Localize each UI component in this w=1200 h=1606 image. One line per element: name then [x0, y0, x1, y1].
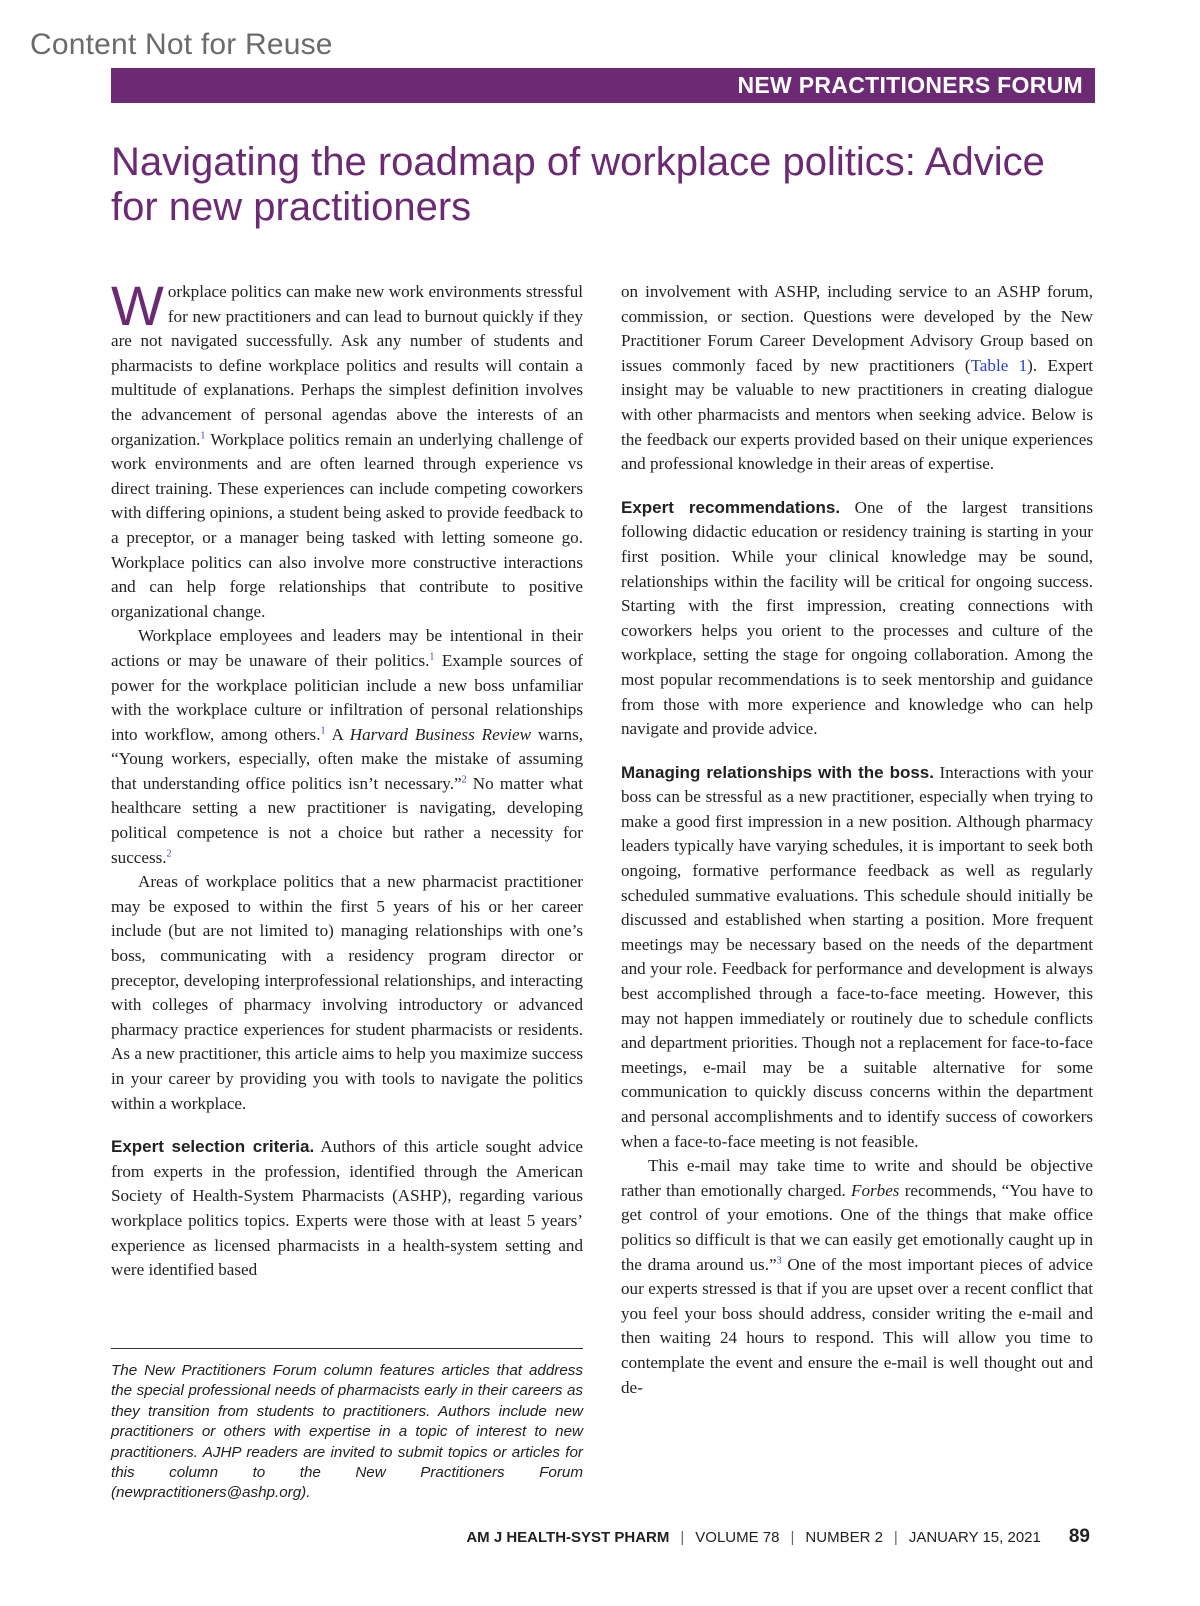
section-text: One of the largest transitions following didactic education or residency training is starting in your first position. While your clinical knowledge may be sound, relationships within the facility will be critical for ongoing success. Starting with the first impression, creating connections with coworkers helps you orient to the processes and culture of the workplace, setting the stage for ongoing collaboration. Among the most popular recommendations is to seek mentorship and guidance from those with more experience and knowledge who can help navigate and provide advice.	[621, 497, 1093, 739]
table-1-link[interactable]: Table 1	[970, 355, 1028, 375]
footer-separator: |	[893, 1529, 898, 1546]
section-heading: Expert selection criteria.	[111, 1137, 315, 1157]
journal-name: AM J HEALTH-SYST PHARM	[466, 1529, 670, 1546]
footer-separator: |	[790, 1529, 795, 1546]
text: Example sources of power for the workplace politician include a new boss unfamiliar with the workplace culture or infiltration of personal relationships into workflow, among others.	[111, 650, 583, 744]
publication-name: Harvard Business Review	[349, 724, 531, 744]
drop-cap: W	[111, 274, 164, 337]
issue-date: JANUARY 15, 2021	[908, 1529, 1041, 1546]
section-heading: Expert recommendations.	[621, 497, 841, 517]
paragraph-3: Areas of workplace politics that a new pharmacist practitioner may be exposed to within the first 5 years of his or her career include (but are not limited to) managing relationships with one’s boss, communicating with a residency program director or preceptor, developing interprofessional relationships, and interacting with colleges of pharmacy involving introductory or advanced pharmacy practice experiences for student pharmacists or residents. As a new practitioner, this article aims to help you maximize success in your career by providing you with tools to navigate the politics within a workplace.	[111, 872, 583, 1113]
issue-number: NUMBER 2	[805, 1529, 883, 1546]
footer-separator: |	[680, 1529, 685, 1546]
paragraph-continued	[621, 280, 1093, 477]
volume: VOLUME 78	[695, 1529, 780, 1546]
text: One of the most important pieces of advice our experts stressed is that if you are upset over a recent conflict that you feel your boss should address, consider writing the e-mail and then waiting 24 hours to respond. This will allow you time to contemplate the event and ensure the e-mail is well thought out and de-	[621, 1254, 1093, 1397]
section-banner	[111, 68, 1095, 103]
right-column	[621, 280, 1093, 1400]
article-title: Navigating the roadmap of workplace politics: Advice for new practitioners	[111, 140, 1045, 229]
citation-ref[interactable]: 3	[776, 1254, 782, 1266]
citation-ref[interactable]: 2	[166, 847, 172, 859]
text: A	[325, 724, 350, 744]
page-number: 89	[1068, 1526, 1090, 1547]
intro-text: orkplace politics can make new work environments stressful for new practitioners and can lead to burnout quickly if they are not navigated successfully. Ask any number of students and pharmacists to define workplace politics and results will contain a multitude of explanations. Perhaps the simplest definition involves the advancement of personal agendas above the interests of an organization.	[111, 282, 583, 449]
citation-ref[interactable]: 2	[461, 774, 467, 786]
section-text: Interactions with your boss can be stressful as a new practitioner, especially when trying to make a good first impression in a new position. Although pharmacy leaders typically have varying schedules, it is important to seek both ongoing, formative performance feedback as well as regularly scheduled summative evaluations. This schedule should initially be discussed and established when starting a position. More frequent meetings may be necessary based on the needs of the department and your role. Feedback for performance and development is always best accomplished through a face-to-face meeting. However, this may not happen immediately or routinely due to schedule conflicts and department priorities. Though not a replacement for face-to-face meetings, e-mail may be a suitable alternative for some communication to quickly discuss concerns within the department and personal accomplishments and to identify success of coworkers when a face-to-face meeting is not feasible.	[621, 762, 1094, 1151]
section-expert-selection	[111, 1135, 583, 1283]
paragraph-email	[621, 1154, 1093, 1400]
citation-ref[interactable]: 1	[320, 725, 326, 736]
text: Workplace employees and leaders may be intentional in their actions or may be unaware of their politics.	[111, 626, 583, 670]
section-banner-label: NEW PRACTITIONERS FORUM	[737, 72, 1083, 98]
left-column	[111, 274, 583, 1283]
publication-name: Forbes	[851, 1180, 900, 1200]
citation-ref[interactable]: 1	[200, 429, 206, 441]
section-heading: Managing relationships with the boss.	[621, 762, 934, 782]
section-expert-recommendations	[621, 496, 1093, 742]
intro-text-cont: Workplace politics remain an underlying challenge of work environments and are often learned through experience vs direct training. These experiences can include competing coworkers with differing opinions, a student being asked to provide feedback to a preceptor, or a manager being tasked with letting someone go. Workplace politics can also involve more constructive interactions and can help forge relationships that contribute to positive organizational change.	[111, 429, 583, 621]
watermark: Content Not for Reuse	[30, 28, 333, 61]
page-footer	[466, 1526, 1090, 1548]
section-text: Authors of this article sought advice from experts in the profession, identified through the American Society of Health-System Pharmacists (ASHP), regarding various workplace politics topics. Experts were those with at least 5 years’ experience as licensed pharmacists in a health-system setting and were identified based	[111, 1137, 583, 1280]
text: ). Expert insight may be valuable to new practitioners in creating dialogue with other pharmacists and mentors when seeking advice. Below is the feedback our experts provided based on their unique experiences and professional knowledge in their areas of expertise.	[621, 355, 1094, 474]
text: No matter what healthcare setting a new practitioner is navigating, developing political competence is not a choice but rather a necessity for success.	[111, 773, 583, 867]
text: on involvement with ASHP, including service to an ASHP forum, commission, or section. Questions were developed by the New Practitioner Forum Career Development Advisory Group based on issues commonly faced by new practitioners (	[621, 282, 1093, 375]
citation-ref[interactable]: 1	[429, 651, 435, 663]
text: recommends, “You have to get control of your emotions. One of the things that make office politics so difficult is that we can easily get emotionally caught up in the drama around us.”	[621, 1180, 1093, 1274]
footnote-divider	[111, 1348, 583, 1349]
paragraph-2	[111, 624, 583, 870]
section-managing-boss	[621, 761, 1093, 1155]
text: warns, “Young workers, especially, often make the mistake of assuming that understanding office politics isn’t necessary.”	[111, 724, 583, 793]
intro-paragraph	[111, 274, 583, 624]
column-note: The New Practitioners Forum column features articles that address the special professional needs of pharmacists early in their careers as they transition from students to practitioners. Authors include new practitioners or others with expertise in a topic of interest to new practitioners. AJHP readers are invited to submit topics or articles for this column to the New Practitioners Forum (newpractitioners@ashp.org).	[111, 1362, 583, 1502]
text: This e-mail may take time to write and should be objective rather than emotionally charged.	[621, 1156, 1093, 1200]
